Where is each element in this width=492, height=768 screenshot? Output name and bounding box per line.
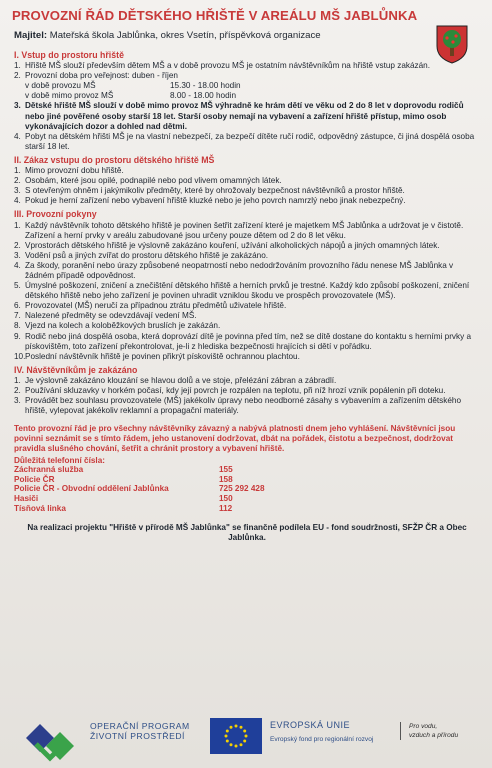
op-environment-text: OPERAČNÍ PROGRAM ŽIVOTNÍ PROSTŘEDÍ: [90, 721, 190, 741]
phone-label: Záchranná služba: [14, 465, 84, 475]
phone-label: Policie ČR: [14, 474, 55, 484]
section-heading-4: IV. Návštěvníkům je zakázáno: [14, 364, 138, 375]
eu-flag-icon: [210, 718, 262, 754]
phone-number: 112: [219, 503, 233, 513]
list-item: 8. Vjezd na kolech a koloběžkových bruslích je zakázán.: [14, 321, 221, 331]
logo-strip: [0, 708, 492, 768]
list-item: 4. Pokud je herní zařízení nebo vybavení hřiště kluzké nebo je jeho povrch namrzlý nebo jinak nebezpečný.: [14, 196, 406, 206]
eu-text: EVROPSKÁ UNIE Evropský fond pro regionální rozvoj: [270, 720, 374, 743]
list-item: 2. Používání skluzavky v horkém počasí, kdy její povrch je rozpálen na teplotu, při níž hrozí vznik popálenin při doteku.: [14, 386, 446, 395]
phones-heading: Důležitá telefonní čísla:: [14, 455, 105, 465]
section-heading-1: I. Vstup do prostoru hřiště: [14, 50, 124, 60]
phone-label: Hasiči: [14, 493, 39, 503]
owner-text: Mateřská škola Jablůnka, okres Vsetín, příspěvková organizace: [49, 30, 321, 41]
phone-number: 150: [219, 493, 233, 503]
list-item: 2. Vprostorách dětského hřiště je výslovně zakázáno kouření, užívání alkoholických nápojů a jiných omamných látek.: [14, 240, 440, 250]
opening-hours: v době provozu MŠ 15.30 - 18.00 hodin v době mimo provoz MŠ 8.00 - 18.00 hodin: [25, 81, 241, 101]
list-item: 3. Vodění psů a jiných zvířat do prostoru dětského hřiště je zakázáno.: [14, 250, 269, 260]
list-item: 9. Rodič nebo jiná dospělá osoba, která doprovází dítě je povinna před tím, než se dítě dostane do kontaktu s herními prvky a pískovištěm, toto zařízení překontrolovat, je-li z hlediska bezpečnosti hrajících si dětí v pořádku.: [14, 331, 472, 351]
closing-notice: Tento provozní řád je pro všechny návštěvníky závazný a nabývá platnosti dnem jeho vyhlášení. Návštěvníci jsou povinni seznámit se s tímto řádem, jeho ustanovení dodržovat, dbát na pořádek, čistotu a bezpečnost, dodržovat pravidla slušného chování, šetřit a chránit prostory a vybavení hřiště.: [14, 424, 456, 454]
list-item: 7. Nalezené předměty se odevzdávají vedení MŠ.: [14, 311, 197, 321]
phone-number: 155: [219, 465, 233, 475]
phone-label: Policie ČR - Obvodní oddělení Jablůnka: [14, 484, 169, 494]
environment-slogan: Pro vodu, vzduch a přírodu: [400, 722, 458, 740]
list-item: 3. Dětské hřiště MŠ slouží v době mimo provoz MŠ výhradně ke hrám dětí ve věku od 2 do 8 let v doprovodu rodičů nebo jiné pověřené osoby starší 18 let. Starší osoby nemají na vybavení a zařízení hřiště přístup, mimo osob vykonávajících dozor a dohled nad dětmi.: [14, 101, 464, 131]
funding-note: Na realizaci projektu "Hřiště v přírodě MŠ Jablůnka" se finančně podílela EU - fond soudržnosti, SFŽP ČR a Obec Jablůnka.: [27, 523, 467, 543]
section-heading-2: II. Zákaz vstupu do prostoru dětského hřiště MŠ: [14, 154, 215, 165]
list-item: 3. S otevřeným ohněm i jakýmikoliv předměty, které by ohrožovaly bezpečnost návštěvníků a prostor hřiště.: [14, 186, 405, 196]
op-environment-logo-icon: [22, 716, 82, 762]
list-item: 6. Provozovatel (MŠ) neručí za případnou ztrátu předmětů uživatele hřiště.: [14, 301, 287, 311]
section-heading-3: III. Provozní pokyny: [14, 209, 97, 220]
list-item: 4. Pobyt na dětském hřišti MŠ je na vlastní nebezpečí, za bezpečí dítěte ručí rodič, odpovědný zástupce, či jiná dospělá osoba starší 18 let.: [14, 131, 475, 151]
page-title: PROVOZNÍ ŘÁD DĚTSKÉHO HŘIŠTĚ V AREÁLU MŠ JABLŮNKA: [12, 8, 418, 23]
owner-line: [14, 30, 434, 41]
phone-number: 158: [219, 474, 233, 484]
list-item: 1. Mimo provozní dobu hřiště.: [14, 166, 124, 176]
phone-number: 725 292 428: [219, 484, 265, 494]
rules-content: [14, 47, 480, 543]
list-item: 5. Úmyslné poškození, zničení a znečištění dětského hřiště a herních prvků je trestné. Každý kdo způsobí poškození, zničení dětského hřiště nebo jeho zařízení je povinen uhradit vzniklou škodu ve prospěch provozovatele (MŠ).: [14, 281, 470, 301]
list-item: 3. Provádět bez souhlasu provozovatele (MŠ) jakékoliv úpravy nebo neodborné zásahy s vybavením a zařízením dětského hřiště, vylepovat jakékoliv reklamní a propagační materiály.: [14, 396, 461, 416]
list-item: 1. Každý návštěvník tohoto dětského hřiště je povinen šetřit zařízení které je majetkem MŠ Jablůnka a udržovat je v čistotě. Zařízení a herní prvky v areálu zabudované jsou určeny pouze dětem od 2 do 8 let věku.: [14, 220, 464, 240]
list-item: 10. Poslední návštěvník hřiště je povinen přikrýt pískoviště ochrannou plachtou.: [14, 351, 300, 361]
phone-list: [14, 456, 480, 514]
phone-label: Tísňová linka: [14, 503, 66, 513]
list-item: 1. Je výslovně zakázáno klouzání se hlavou dolů a ve stoje, přelézání zábran a zábradlí.: [14, 375, 337, 385]
list-item: 4. Za škody, poranění nebo úrazy způsobené neopatrností nebo nedodržováním provozního řádu nenese MŠ Jablůnka v žádném případě odpovědnost.: [14, 260, 454, 280]
list-item: 2. Provozní doba pro veřejnost: duben - říjen: [14, 71, 178, 81]
list-item: 1. Hřiště MŠ slouží především dětem MŠ a v době provozu MŠ je ostatním návštěvníkům na hřiště vstup zakázán.: [14, 61, 431, 71]
owner-label: Majitel:: [14, 30, 48, 41]
list-item: 2. Osobám, které jsou opilé, podnapilé nebo pod vlivem omamných látek.: [14, 176, 282, 186]
